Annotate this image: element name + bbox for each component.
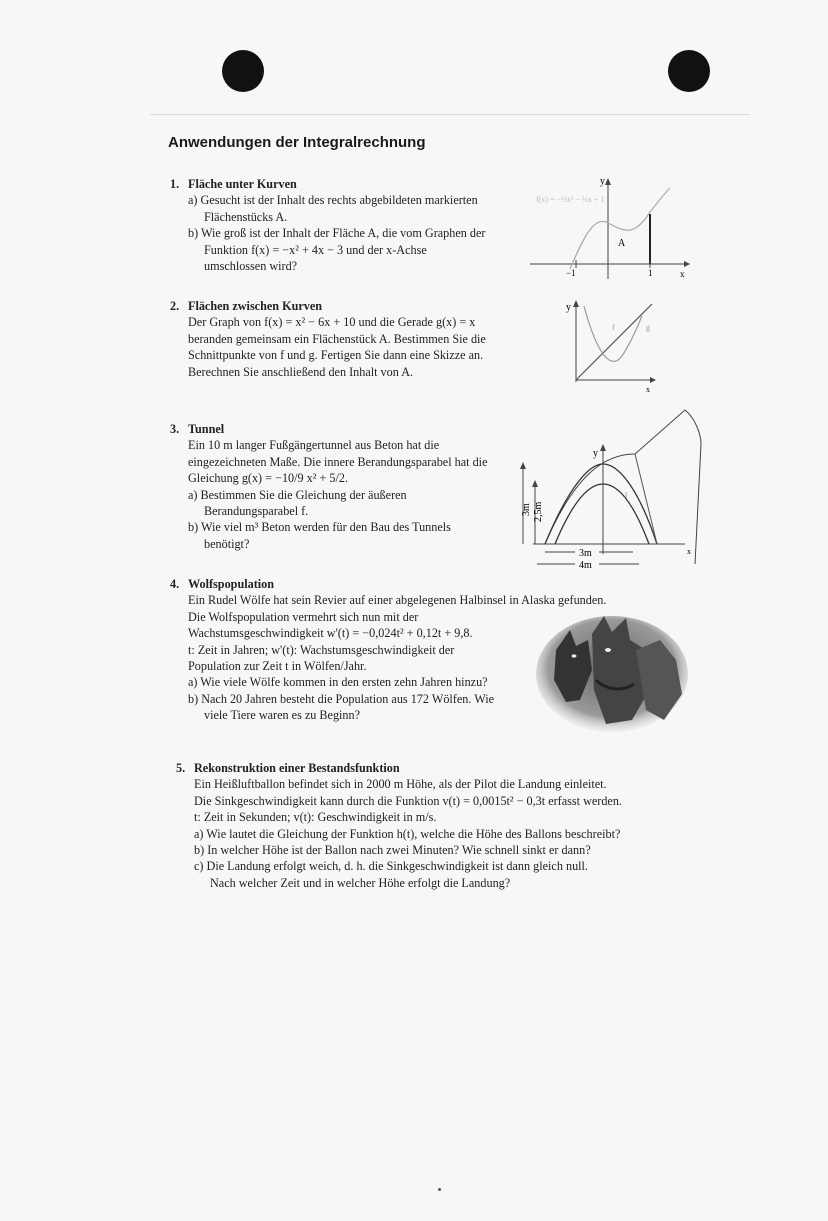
fig1-tick-pos: 1 (648, 268, 653, 278)
divider (150, 114, 750, 115)
section-2 (170, 298, 490, 380)
section-number: 5. (176, 761, 186, 775)
section-number: 4. (170, 577, 180, 591)
figure-tunnel (515, 404, 705, 576)
fig3-outer-height: 3m (521, 503, 532, 516)
section-heading: Fläche unter Kurven (188, 177, 297, 191)
punch-hole-right (668, 50, 710, 92)
fig2-g-label: g (646, 323, 650, 332)
fig3-inner-height: 2,5m (533, 501, 544, 522)
fig3-x-label: x (687, 547, 691, 556)
fig1-area-label: A (618, 238, 626, 249)
fig2-y-label: y (566, 302, 571, 313)
task-5a: a) Wie lautet die Gleichung der Funktion h(t), welche die Höhe des Ballons beschreibt? (194, 826, 621, 841)
section-4-body-2: Die Wolfspopulation vermehrt sich nun mit der Wachstumsgeschwindigkeit w'(t) = −0,024t² + 0,12t + 9,8. (188, 609, 473, 641)
task-5b: b) In welcher Höhe ist der Ballon nach zwei Minuten? Wie schnell sinkt er dann? (194, 843, 591, 858)
task-1b: b) Wie groß ist der Inhalt der Fläche A, die vom Graphen der Funktion f(x) = −x² + 4x − 3 und der x-Achse umschlossen wird? (188, 226, 486, 274)
section-number: 1. (170, 177, 180, 191)
fig2-x-label: x (646, 385, 650, 394)
figure-area-between-curves (560, 298, 670, 394)
punch-hole-left (222, 50, 264, 92)
section-5-body-1: Ein Heißluftballon befindet sich in 2000 m Höhe, als der Pilot die Landung einleitet. (194, 777, 607, 792)
section-3-body: Ein 10 m langer Fußgängertunnel aus Beton hat die eingezeichneten Maße. Die innere Berandungsparabel hat die Gleichung g(x) = −10/9 x² + 5/2. (188, 438, 488, 486)
task-3b: b) Wie viel m³ Beton werden für den Bau des Tunnels benötigt? (188, 520, 451, 551)
fig3-y-label: y (593, 448, 598, 459)
section-3 (170, 421, 492, 552)
page-title: Anwendungen der Integralrechnung (168, 134, 426, 151)
section-heading: Rekonstruktion einer Bestandsfunktion (194, 761, 400, 775)
fig1-function-label: f(x) = −½x³ − ½x + 1 (536, 195, 605, 204)
task-1a: a) Gesucht ist der Inhalt des rechts abgebildeten markierten Flächenstücks A. (188, 193, 478, 224)
section-heading: Wolfspopulation (188, 577, 275, 591)
section-5-body-3: t: Zeit in Sekunden; v(t): Geschwindigkeit in m/s. (194, 810, 437, 825)
section-1 (170, 176, 492, 274)
fig2-f-label: f (612, 323, 615, 332)
fig3-l-label: l (625, 491, 628, 500)
page-dot (438, 1188, 441, 1191)
section-5-body-2: Die Sinkgeschwindigkeit kann durch die Funktion v(t) = 0,0015t² − 0,3t erfasst werden. (194, 793, 622, 808)
task-5c: c) Die Landung erfolgt weich, d. h. die Sinkgeschwindigkeit ist dann gleich null. (194, 859, 588, 874)
task-4a: a) Wie viele Wölfe kommen in den ersten zehn Jahren hinzu? (188, 675, 488, 690)
section-2-body: Der Graph von f(x) = x² − 6x + 10 und die Gerade g(x) = x beranden gemeinsam ein Flächenstück A. Bestimmen Sie die Schnittpunkte von f und g. Fertigen Sie dann eine Skizze an. Berechnen Sie anschließend den Inhalt von A. (188, 315, 486, 379)
section-number: 3. (170, 422, 180, 436)
section-number: 2. (170, 299, 180, 313)
section-heading: Tunnel (188, 422, 225, 436)
task-4b: b) Nach 20 Jahren besteht die Population aus 172 Wölfen. Wie viele Tiere waren es zu Beginn? (188, 691, 495, 723)
fig1-y-label: y (600, 176, 605, 187)
section-4-body-3: t: Zeit in Jahren; w'(t): Wachstumsgeschwindigkeit der Population zur Zeit t in Wölfen/Jahr. (188, 642, 455, 674)
wolves-image (536, 610, 688, 736)
task-3a: a) Bestimmen Sie die Gleichung der äußeren Berandungsparabel f. (188, 487, 407, 519)
fig3-inner-width: 3m (579, 548, 592, 559)
fig3-outer-width: 4m (579, 560, 592, 571)
task-5c-line2: Nach welcher Zeit und in welcher Höhe erfolgt die Landung? (210, 875, 511, 890)
section-4-body-1: Ein Rudel Wölfe hat sein Revier auf einer abgelegenen Halbinsel in Alaska gefunden. (188, 593, 607, 608)
figure-area-under-curve (530, 174, 700, 284)
section-5 (176, 760, 696, 891)
fig1-tick-neg: −1 (566, 268, 576, 278)
fig1-x-label: x (680, 269, 685, 279)
section-heading: Flächen zwischen Kurven (188, 299, 323, 313)
